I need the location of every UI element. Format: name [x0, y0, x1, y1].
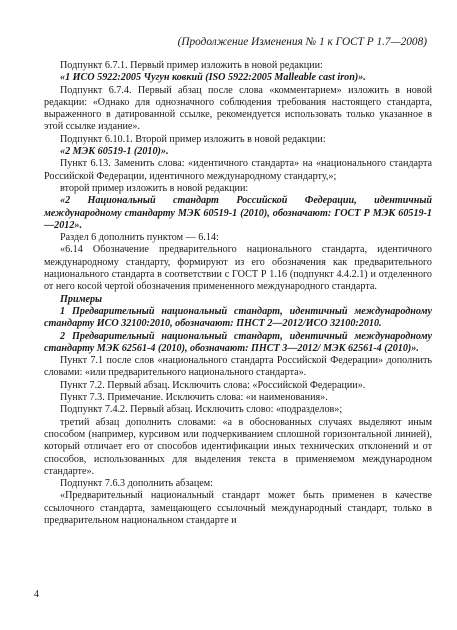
paragraph: Пункт 6.13. Заменить слова: «идентичного стандарта» на «национального стандарта Российской Федерации, идентичного международному стандарту,»; [44, 158, 432, 182]
example-paragraph: «1 ИСО 5922:2005 Чугун ковкий (ISO 5922:2005 Malleable cast iron)». [60, 72, 366, 84]
example-paragraph: «2 МЭК 60519-1 (2010)». [60, 146, 169, 158]
example-paragraph: 1 Предварительный национальный стандарт, идентичный международному стандарту ИСО 32100:2010, обозначают: ПНСТ 2—2012/ИСО 32100:2010. [44, 305, 432, 330]
page-number: 4 [34, 589, 39, 600]
paragraph: Пункт 7.3. Примечание. Исключить слова: «и наименования». [60, 392, 328, 404]
paragraph: «Предварительный национальный стандарт может быть применен в качестве ссылочного стандарта, замещающего ссылочный международный стандарт, только в предварительном национальном стандарте и [44, 490, 432, 526]
examples-heading: Примеры [60, 293, 103, 305]
document-body [44, 60, 432, 527]
running-header: (Продолжение Изменения № 1 к ГОСТ Р 1.7—2008) [177, 36, 427, 48]
paragraph: Подпункт 6.10.1. Второй пример изложить в новой редакции: [60, 133, 326, 145]
paragraph: второй пример изложить в новой редакции: [60, 182, 249, 194]
paragraph: «6.14 Обозначение предварительного национального стандарта, идентичного международному стандарту, формируют из его обозначения как предварительного национального стандарта в соответствии с ГОСТ Р 1.16 (подпункт 4.4.2.1) и отделенного от него косой чертой обозначения примененного международного стандарта. [44, 244, 432, 293]
paragraph: Подпункт 7.4.2. Первый абзац. Исключить слово: «подразделов»; [60, 404, 343, 416]
example-paragraph: «2 Национальный стандарт Российской Федерации, идентичный международному стандарту МЭК 60519-1 (2010), обозначают: ГОСТ Р МЭК 60519-1—2012». [44, 195, 432, 231]
paragraph: Подпункт 6.7.4. Первый абзац после слова «комментарием» изложить в новой редакции: «Однако для однозначного соблюдения требования настоящего стандарта, выраженного в датированной ссылке, рекомендуется использовать только указанное в этой ссылке издание». [44, 84, 432, 133]
paragraph: Подпункт 7.6.3 дополнить абзацем: [60, 478, 213, 490]
paragraph: третий абзац дополнить словами: «а в обоснованных случаях выделяют иным способом (например, курсивом или подчеркиванием сплошной горизонтальной линией), который отличает его от способов идентификации иных технических отклонений и от способов, использованных для выделения текста в применяемом международном стандарте». [44, 416, 432, 477]
example-paragraph: 2 Предварительный национальный стандарт, идентичный международному стандарту МЭК 62561-4 (2010), обозначают: ПНСТ 3—2012/ МЭК 62561-4 (2010)». [44, 330, 432, 354]
paragraph: Раздел 6 дополнить пунктом — 6.14: [60, 232, 219, 244]
paragraph: Подпункт 6.7.1. Первый пример изложить в новой редакции: [60, 60, 323, 71]
paragraph: Пункт 7.1 после слов «национального стандарта Российской Федерации» дополнить словами: «или предварительного национального стандарта». [44, 355, 432, 379]
paragraph: Пункт 7.2. Первый абзац. Исключить слова: «Российской Федерации». [60, 379, 366, 391]
